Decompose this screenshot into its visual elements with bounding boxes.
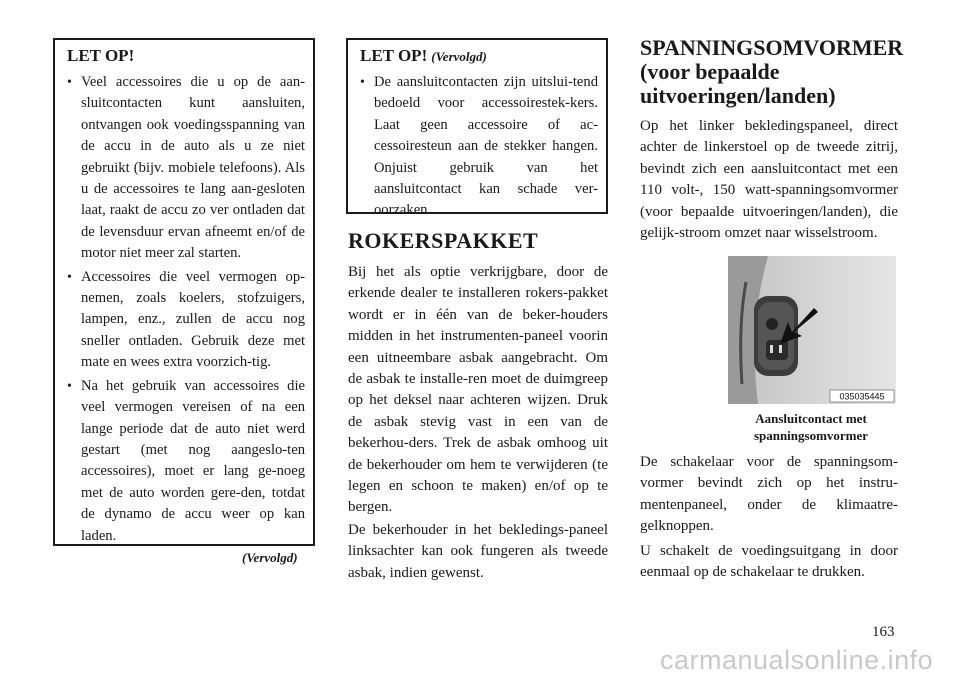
continued-tag: (Vervolgd) (431, 49, 487, 64)
outlet-illustration (728, 256, 896, 404)
watermark: carmanualsonline.info (660, 645, 934, 675)
caution-item: • Veel accessoires die u op de aan-sluitcontacten kunt aansluiten, ontvangen ook voedingsspanning van de accu in de auto als u ze niet gebruikt (bijv. mobiele telefoons). Als u de accessoires te lang aan-gesloten laat, raakt de accu zo ver ontladen dat de levensduur ervan afneemt en/of de motor niet meer zal starten. (67, 72, 305, 265)
caution-item: • De aansluitcontacten zijn uitslui-tend bedoeld voor accessoirestek-kers. Laat geen accessoire of ac-cessoiresteun aan de stekker hangen. Onjuist gebruik van het aansluitcontact kan schade ver-oorzaken. (360, 72, 598, 222)
caution-box-left (53, 38, 315, 546)
caution-box-middle (346, 38, 608, 219)
caution-title: LET OP! (360, 46, 428, 65)
figure-caption: Aansluitcontact met spanningsomvormer (753, 411, 869, 443)
section-heading-spanningsomvormer: SPANNINGSOMVORMER (voor bepaalde uitvoeringen/landen) (640, 35, 904, 108)
power-inverter-outlet-photo (728, 256, 896, 404)
image-code: 035035445 (839, 391, 885, 402)
caution-item: • Accessoires die veel vermogen op-nemen, zoals koelers, stofzuigers, lampen, enz., zullen de accu nog sneller ontladen. Gebruik deze met mate en wees extra voorzich-tig. (67, 267, 305, 374)
paragraph: U schakelt de voedingsuitgang in door eenmaal op de schakelaar te drukken. (640, 543, 898, 581)
paragraph: Bij het als optie verkrijgbare, door de erkende dealer te installeren rokers-pakket wordt er in één van de beker-houders midden in het instrumenten-paneel voorin een uitneembare asbak aangebracht. Om de asbak te installe-ren moet de duimgreep op het deksel naar achteren wijzen. Druk de asbak stevig vast in een van de bekerhou-ders. Trek de asbak omhoog uit de bekerhouder om hem te verwijderen (te legen en schoon te maken) en/of op te bergen. (348, 264, 608, 516)
continued-label: (Vervolgd) (242, 550, 298, 565)
caution-title: LET OP! (67, 46, 135, 65)
caution-item: • Na het gebruik van accessoires die veel vermogen vereisen of na een lange periode dat de auto niet werd gestart (met nog aangeslo-ten accessoires), moet er lang ge-noeg met de auto worden gere-den, totdat de dynamo de accu weer op kan laden. (67, 376, 305, 547)
section-heading-rokerspakket: ROKERSPAKKET (348, 228, 539, 253)
caution-list (67, 72, 305, 547)
paragraph: De bekerhouder in het bekledings-paneel linksachter kan ook fungeren als tweede asbak, indien gewenst. (348, 522, 608, 581)
page-number: 163 (872, 624, 895, 640)
paragraph: De schakelaar voor de spanningsom-vormer bevindt zich op het instru-mentenpaneel, onder de klimaatre-gelknoppen. (640, 454, 898, 535)
paragraph: Op het linker bekledingspaneel, direct achter de linkerstoel op de tweede zitrij, bevindt zich een aansluitcontact met een 110 volt-, 150 watt-spanningsomvormer (voor bepaalde uitvoeringen/landen), die gelijk-stroom omzet naar wisselstroom. (640, 118, 898, 242)
caution-list (360, 72, 598, 222)
